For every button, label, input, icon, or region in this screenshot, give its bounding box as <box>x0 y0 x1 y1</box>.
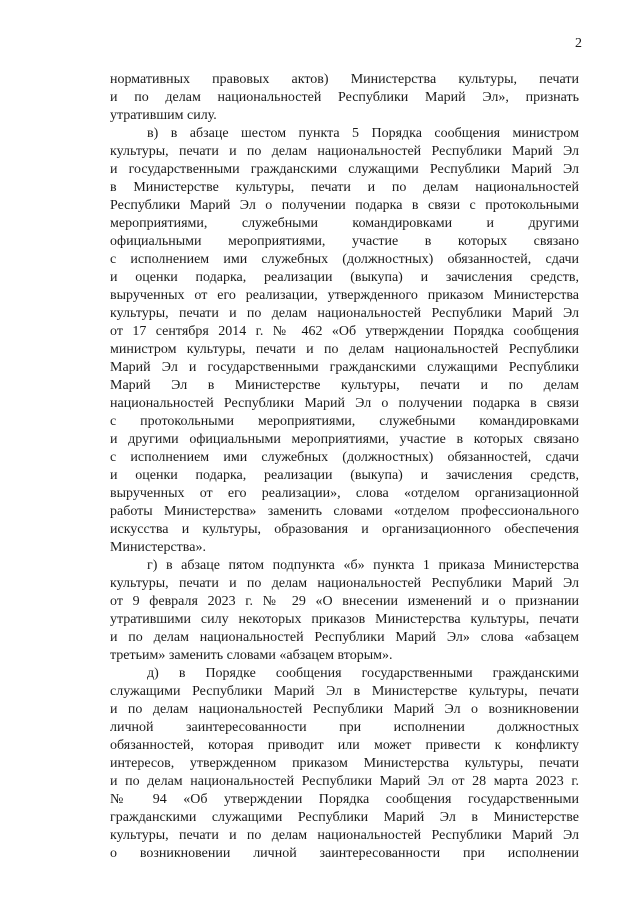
text-line: утратившими силу некоторых приказов Министерства культуры, печати <box>110 612 579 627</box>
text-line: третьим» заменить словами «абзацем вторым». <box>110 648 393 663</box>
document-body <box>110 71 579 863</box>
text-line: от 17 сентября 2014 г. № 462 «Об утверждении Порядка сообщения <box>110 324 579 339</box>
text-line: № 94 «Об утверждении Порядка сообщения государственными <box>110 792 579 807</box>
text-line: обязанностей, которая приводит или может привести к конфликту <box>110 738 579 753</box>
text-line: с исполнением ими служебных (должностных) обязанностей, сдачи <box>110 252 579 267</box>
text-line: г) в абзаце пятом подпункта «б» пункта 1 приказа Министерства <box>147 558 579 573</box>
text-line: с протокольными мероприятиями, служебными командировками <box>110 414 579 429</box>
paragraph-item-v <box>110 125 579 557</box>
paragraph-item-g <box>110 557 579 665</box>
text-line: и по делам национальностей Республики Марий Эл» слова «абзацем <box>110 630 579 645</box>
paragraph-continuation <box>110 71 579 125</box>
text-line: интересов, утвержденном приказом Министерства культуры, печати <box>110 756 579 771</box>
text-line: Марий Эл в Министерстве культуры, печати и по делам <box>110 378 579 393</box>
text-line: культуры, печати и по делам национальностей Республики Марий Эл <box>110 828 579 843</box>
text-line: и государственными гражданскими служащими Республики Марий Эл <box>110 162 579 177</box>
text-line: д) в Порядке сообщения государственными гражданскими <box>147 666 579 681</box>
text-line: культуры, печати и по делам национальностей Республики Марий Эл <box>110 144 579 159</box>
text-line: официальными мероприятиями, участие в которых связано <box>110 234 579 249</box>
text-line: в) в абзаце шестом пункта 5 Порядка сообщения министром <box>147 126 579 141</box>
text-line: работы Министерства» заменить словами «отделом профессионального <box>110 504 579 519</box>
text-line: Марий Эл и государственными гражданскими служащими Республики <box>110 360 579 375</box>
page-number: 2 <box>575 36 582 51</box>
paragraph-item-d <box>110 665 579 863</box>
text-line: и оценки подарка, реализации (выкупа) и зачисления средств, <box>110 270 579 285</box>
text-line: служащими Республики Марий Эл в Министерстве культуры, печати <box>110 684 579 699</box>
text-line: гражданскими служащими Республики Марий Эл в Министерстве <box>110 810 579 825</box>
text-line: Министерства». <box>110 540 206 555</box>
text-line: от 9 февраля 2023 г. № 29 «О внесении изменений и о признании <box>110 594 579 609</box>
text-line: и по делам национальностей Республики Марий Эл о возникновении <box>110 702 579 717</box>
text-line: в Министерстве культуры, печати и по делам национальностей <box>110 180 579 195</box>
text-line: национальностей Республики Марий Эл о получении подарка в связи <box>110 396 579 411</box>
text-line: мероприятиями, служебными командировками и другими <box>110 216 579 231</box>
text-line: с исполнением ими служебных (должностных) обязанностей, сдачи <box>110 450 579 465</box>
text-line: вырученных от его реализации, утвержденного приказом Министерства <box>110 288 579 303</box>
text-line: утратившим силу. <box>110 108 217 123</box>
text-line: Республики Марий Эл о получении подарка в связи с протокольными <box>110 198 579 213</box>
text-line: министром культуры, печати и по делам национальностей Республики <box>110 342 579 357</box>
text-line: искусства и культуры, образования и организационного обеспечения <box>110 522 579 537</box>
text-line: и по делам национальностей Республики Марий Эл», признать <box>110 90 579 105</box>
text-line: и другими официальными мероприятиями, участие в которых связано <box>110 432 579 447</box>
text-line: о возникновении личной заинтересованности при исполнении <box>110 846 579 861</box>
text-line: и по делам национальностей Республики Марий Эл от 28 марта 2023 г. <box>110 774 579 789</box>
text-line: личной заинтересованности при исполнении должностных <box>110 720 579 735</box>
text-line: и оценки подарка, реализации (выкупа) и зачисления средств, <box>110 468 579 483</box>
text-line: нормативных правовых актов) Министерства культуры, печати <box>110 72 579 87</box>
text-line: культуры, печати и по делам национальностей Республики Марий Эл <box>110 576 579 591</box>
text-line: вырученных от его реализации», слова «отделом организационной <box>110 486 579 501</box>
text-line: культуры, печати и по делам национальностей Республики Марий Эл <box>110 306 579 321</box>
